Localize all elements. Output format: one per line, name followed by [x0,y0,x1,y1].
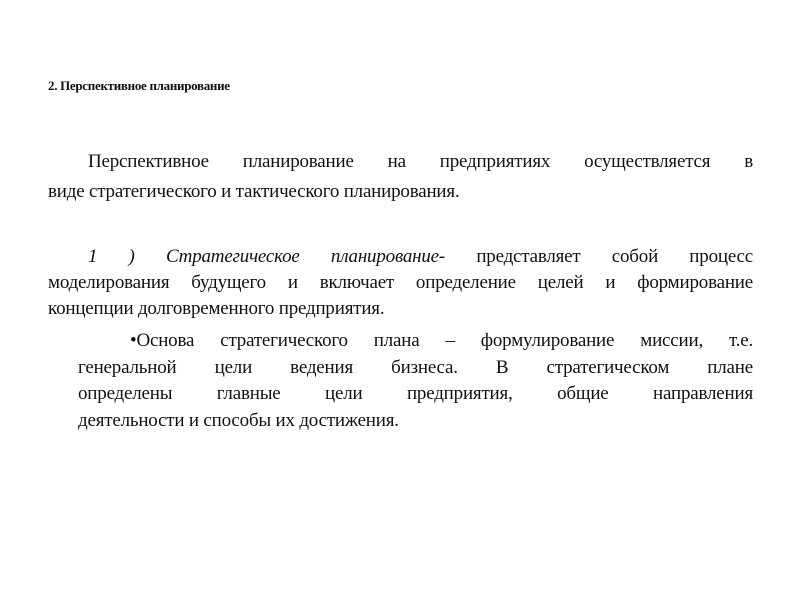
intro-paragraph [48,147,753,207]
text-line: генеральной цели ведения бизнеса. В стратегическом плане [78,356,753,378]
bullet-icon: • [130,330,137,351]
text-line: виде стратегического и тактического планирования. [48,181,460,202]
text-fragment: представляет собой процесс [445,246,753,267]
term-strategic-planning: 1 ) Стратегическое планирование- [88,246,446,267]
bullet-item [78,328,753,434]
text-line: концепции долговременного предприятия. [48,298,385,319]
text-line: деятельности и способы их достижения. [78,409,399,431]
text-line: моделирования будущего и включает определение целей и формирование [48,272,753,293]
text-line [48,244,753,270]
text-line: Перспективное планирование на предприятиях осуществляется в [88,151,753,172]
text-line [78,328,753,355]
text-fragment: Основа стратегического плана – формулирование миссии, т.е. [136,330,753,351]
text-line: определены главные цели предприятия, общие направления [78,383,753,404]
section-heading: 2. Перспективное планирование [48,78,230,93]
strategic-planning-paragraph [48,244,753,322]
